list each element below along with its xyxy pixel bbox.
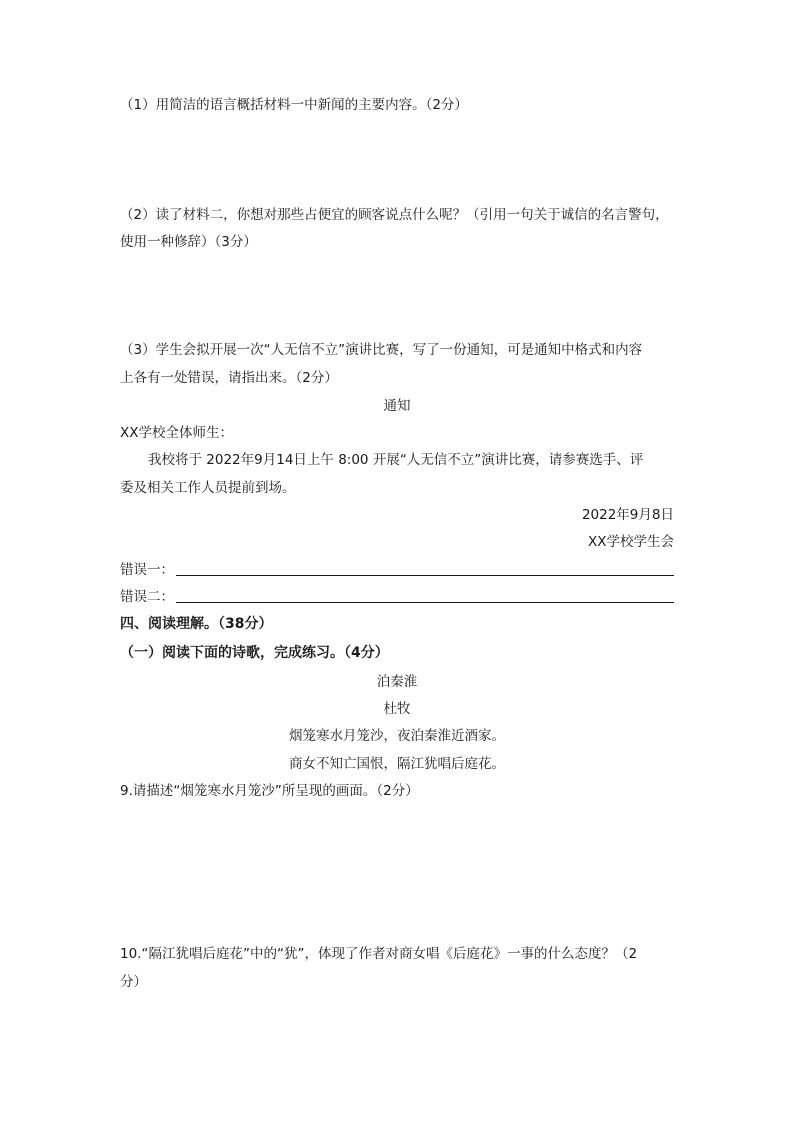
question-3-line-2: 上各有一处错误，请指出来。（2分） <box>120 370 338 386</box>
question-2-line-1: （2）读了材料二，你想对那些占便宜的顾客说点什么呢？（引用一句关于诚信的名言警句， <box>120 207 669 223</box>
error-2-label: 错误二： <box>120 589 174 605</box>
notice-signature: XX学校学生会 <box>588 534 674 550</box>
section-4-heading: 四、阅读理解。（38分） <box>120 616 273 632</box>
poem-title: 泊秦淮 <box>376 674 418 690</box>
error-1-answer-line[interactable] <box>176 575 674 576</box>
question-10-line-2: 分） <box>120 974 147 990</box>
notice-body-line-2: 委及相关工作人员提前到场。 <box>120 480 296 496</box>
notice-salutation: XX学校全体师生： <box>120 425 233 441</box>
question-10-line-1: 10.“隔江犹唱后庭花”中的“犹”，体现了作者对商女唱《后庭花》一事的什么态度？（2 <box>120 946 638 962</box>
poem-line-1: 烟笼寒水月笼沙，夜泊秦淮近酒家。 <box>289 728 505 744</box>
poem-author: 杜牧 <box>383 701 411 717</box>
error-2-answer-line[interactable] <box>176 602 674 603</box>
section-4-sub-1: （一）阅读下面的诗歌，完成练习。（4分） <box>120 645 389 661</box>
question-2-line-2: 使用一种修辞）（3分） <box>120 234 257 250</box>
notice-date: 2022年9月8日 <box>581 507 674 523</box>
poem-line-2: 商女不知亡国恨，隔江犹唱后庭花。 <box>289 756 505 772</box>
notice-body-line-1: 我校将于 2022年9月14日上午 8:00 开展“人无信不立”演讲比赛，请参赛选手、评 <box>148 452 644 468</box>
error-1-label: 错误一： <box>120 562 174 578</box>
question-9: 9.请描述“烟笼寒水月笼沙”所呈现的画面。（2分） <box>120 783 419 799</box>
notice-title: 通知 <box>383 398 411 414</box>
question-1: （1）用简洁的语言概括材料一中新闻的主要内容。（2分） <box>120 97 468 113</box>
question-3-line-1: （3）学生会拟开展一次“人无信不立”演讲比赛，写了一份通知，可是通知中格式和内容 <box>120 342 643 358</box>
